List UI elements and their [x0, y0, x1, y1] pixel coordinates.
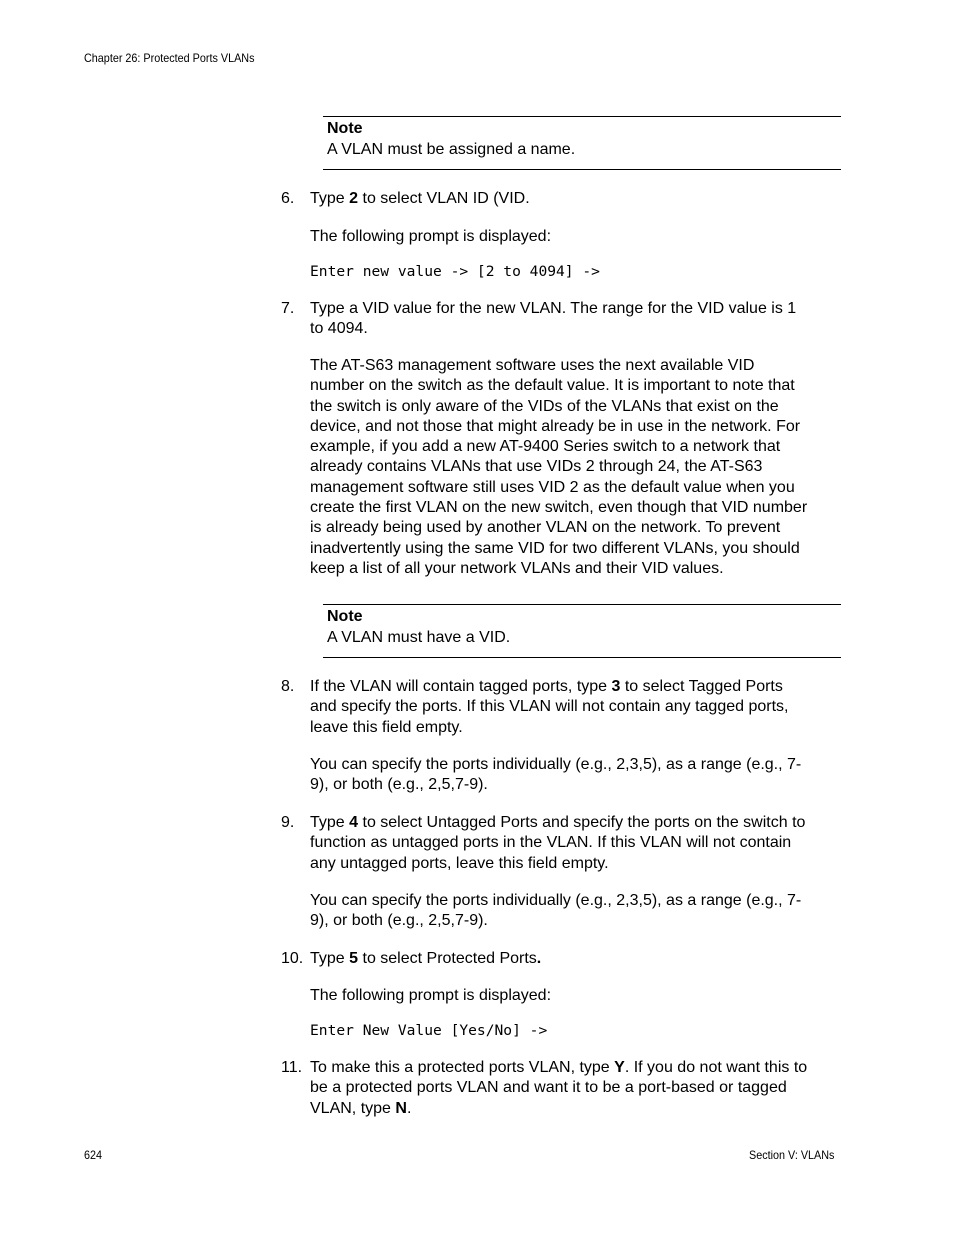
note-title: Note [327, 120, 363, 137]
step-number: 7. [281, 300, 295, 317]
paragraph: You can specify the ports individually (e.g., 2,3,5), as a range (e.g., 7- 9), or both (e.g., 2,5,7-9). [310, 892, 802, 930]
section-label: Section V: VLANs [749, 1148, 835, 1162]
key-text: Y [614, 1059, 625, 1076]
running-header: Chapter 26: Protected Ports VLANs [84, 51, 255, 65]
step-text: Type 4 to select Untagged Ports and specify the ports on the switch to function as untagged ports in the VLAN. If this VLAN will not contain any untagged ports, leave this field empty. [310, 814, 806, 872]
step-text: Type a VID value for the new VLAN. The range for the VID value is 1 to 4094. [310, 300, 797, 338]
step-text: Type 2 to select VLAN ID (VID. [310, 190, 530, 207]
step-text: If the VLAN will contain tagged ports, type 3 to select Tagged Ports and specify the ports. If this VLAN will not contain any tagged ports, leave this field empty. [310, 678, 789, 736]
note-title: Note [327, 608, 363, 625]
prompt-label: The following prompt is displayed: [310, 228, 552, 245]
step-number: 6. [281, 190, 295, 207]
page-number: 624 [84, 1148, 103, 1162]
key-text: 3 [611, 678, 621, 695]
step-number: 8. [281, 678, 295, 695]
note-box [323, 116, 841, 170]
note-text: A VLAN must be assigned a name. [327, 141, 576, 158]
prompt-label: The following prompt is displayed: [310, 987, 552, 1004]
key-text: 2 [349, 190, 359, 207]
step-number: 9. [281, 814, 295, 831]
note-text: A VLAN must have a VID. [327, 629, 511, 646]
key-text: 5 [349, 950, 359, 967]
step-text: Type 5 to select Protected Ports. [310, 950, 542, 967]
key-text: 4 [349, 814, 359, 831]
key-text: N [395, 1099, 407, 1117]
code-prompt: Enter new value -> [2 to 4094] -> [310, 263, 600, 280]
note-box [323, 604, 841, 658]
step-number: 11. [281, 1059, 303, 1076]
paragraph: You can specify the ports individually (e.g., 2,3,5), as a range (e.g., 7- 9), or both (e.g., 2,5,7-9). [310, 756, 802, 794]
code-prompt: Enter New Value [Yes/No] -> [310, 1022, 548, 1039]
step-number: 10. [281, 950, 304, 967]
paragraph: The AT-S63 management software uses the next available VID number on the switch as the default value. It is important to note that the switch is only aware of the VIDs of the VLANs that exist on the device, and not those that might already be in use in the network. For example, if you add a new AT-9400 Series switch to a network that already contains VLANs that use VIDs 2 through 24, the AT-S63 management software still uses VID 2 as the default value when you create the first VLAN on the new switch, even though that VID number is already being used by another VLAN on the network. To prevent inadvertently using the same VID for two different VLANs, you should keep a list of all your network VLANs and their VID values. [310, 357, 808, 577]
step-text: To make this a protected ports VLAN, type Y. If you do not want this to be a protected ports VLAN and want it to be a port-based or tagged VLAN, type N. [310, 1059, 808, 1117]
